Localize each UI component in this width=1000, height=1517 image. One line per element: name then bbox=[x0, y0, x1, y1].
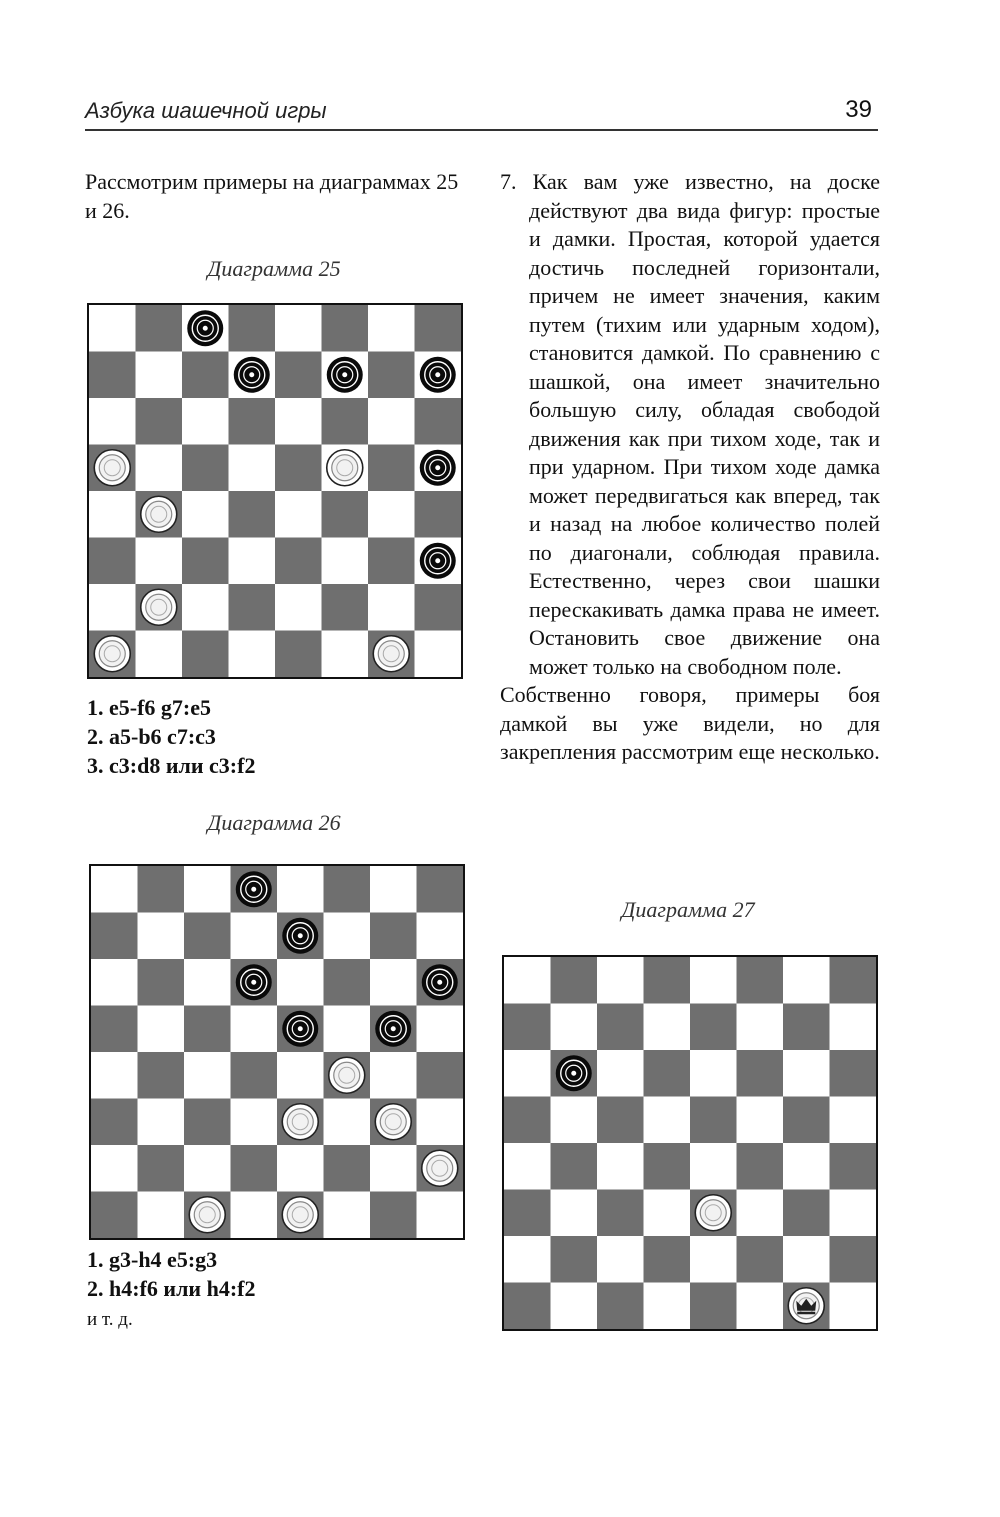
dark-square bbox=[275, 538, 322, 585]
dark-square bbox=[597, 1190, 644, 1237]
light-square bbox=[597, 1050, 644, 1097]
dark-square bbox=[231, 1052, 278, 1099]
black-checker-icon bbox=[422, 964, 458, 1000]
light-square bbox=[231, 1192, 278, 1239]
black-checker-icon bbox=[420, 450, 456, 486]
light-square bbox=[504, 957, 551, 1004]
dark-square bbox=[644, 1050, 691, 1097]
dark-square bbox=[138, 1052, 185, 1099]
white-checker-icon bbox=[282, 1104, 318, 1140]
dark-square bbox=[182, 631, 229, 678]
light-square bbox=[182, 584, 229, 631]
black-checker-icon bbox=[420, 543, 456, 579]
diagram-26-board bbox=[89, 864, 465, 1240]
right-column bbox=[500, 168, 880, 767]
light-square bbox=[830, 1283, 877, 1330]
move-line: 3. c3:d8 или c3:f2 bbox=[87, 753, 256, 778]
dark-square bbox=[324, 1145, 371, 1192]
light-square bbox=[597, 1143, 644, 1190]
white-checker-icon bbox=[94, 450, 130, 486]
light-square bbox=[597, 1236, 644, 1283]
running-header bbox=[85, 98, 878, 132]
dark-square bbox=[417, 866, 464, 913]
paragraph-after: Собственно говоря, примеры боя дамкой вы уже видели, но для закрепления рассмотрим еще несколько. bbox=[500, 682, 880, 764]
light-square bbox=[136, 352, 183, 399]
light-square bbox=[644, 1004, 691, 1051]
intro-text: Рассмотрим примеры на диаграммах 25 и 26. bbox=[85, 169, 459, 223]
dark-square bbox=[597, 1283, 644, 1330]
light-square bbox=[184, 1052, 231, 1099]
move-line: 2. h4:f6 или h4:f2 bbox=[87, 1276, 256, 1301]
light-square bbox=[551, 1004, 598, 1051]
dark-square bbox=[182, 352, 229, 399]
white-checker-icon bbox=[373, 636, 409, 672]
dark-square bbox=[783, 1190, 830, 1237]
dark-square bbox=[91, 1099, 138, 1146]
dark-square bbox=[89, 538, 136, 585]
dark-square bbox=[737, 1143, 784, 1190]
white-checker-icon bbox=[141, 496, 177, 532]
light-square bbox=[182, 491, 229, 538]
dark-square bbox=[597, 1004, 644, 1051]
light-square bbox=[322, 631, 369, 678]
dark-square bbox=[229, 491, 276, 538]
black-checker-icon bbox=[556, 1055, 592, 1091]
light-square bbox=[783, 1143, 830, 1190]
dark-square bbox=[322, 584, 369, 631]
move-line: 1. g3-h4 e5:g3 bbox=[87, 1247, 218, 1272]
dark-square bbox=[275, 631, 322, 678]
dark-square bbox=[783, 1097, 830, 1144]
light-square bbox=[370, 959, 417, 1006]
dark-square bbox=[690, 1283, 737, 1330]
white-checker-icon bbox=[189, 1197, 225, 1233]
move-line: 1. e5-f6 g7:e5 bbox=[87, 695, 212, 720]
header-rule bbox=[85, 129, 878, 131]
dark-square bbox=[368, 538, 415, 585]
light-square bbox=[182, 398, 229, 445]
light-square bbox=[830, 1190, 877, 1237]
light-square bbox=[644, 1190, 691, 1237]
light-square bbox=[644, 1283, 691, 1330]
light-square bbox=[184, 959, 231, 1006]
dark-square bbox=[184, 913, 231, 960]
crown-king-icon bbox=[788, 1288, 824, 1324]
light-square bbox=[277, 959, 324, 1006]
light-square bbox=[737, 1097, 784, 1144]
light-square bbox=[690, 1143, 737, 1190]
dark-square bbox=[370, 1192, 417, 1239]
white-checker-icon bbox=[695, 1195, 731, 1231]
white-checker-icon bbox=[282, 1197, 318, 1233]
dark-square bbox=[830, 957, 877, 1004]
etc-text: и т. д. bbox=[87, 1309, 133, 1330]
dark-square bbox=[504, 1283, 551, 1330]
light-square bbox=[138, 913, 185, 960]
light-square bbox=[275, 398, 322, 445]
light-square bbox=[89, 491, 136, 538]
light-square bbox=[275, 584, 322, 631]
dark-square bbox=[415, 584, 462, 631]
light-square bbox=[324, 1192, 371, 1239]
dark-square bbox=[551, 957, 598, 1004]
dark-square bbox=[184, 1006, 231, 1053]
white-checker-icon bbox=[141, 589, 177, 625]
dark-square bbox=[830, 1050, 877, 1097]
light-square bbox=[324, 913, 371, 960]
black-checker-icon bbox=[234, 357, 270, 393]
light-square bbox=[783, 1236, 830, 1283]
dark-square bbox=[138, 1145, 185, 1192]
dark-square bbox=[551, 1143, 598, 1190]
dark-square bbox=[644, 1236, 691, 1283]
dark-square bbox=[597, 1097, 644, 1144]
light-square bbox=[417, 913, 464, 960]
light-square bbox=[277, 1145, 324, 1192]
light-square bbox=[644, 1097, 691, 1144]
dark-square bbox=[91, 1006, 138, 1053]
light-square bbox=[91, 1052, 138, 1099]
diagram-25-caption: Диаграмма 25 bbox=[207, 256, 341, 281]
white-checker-icon bbox=[327, 450, 363, 486]
dark-square bbox=[415, 398, 462, 445]
dark-square bbox=[504, 1004, 551, 1051]
light-square bbox=[551, 1097, 598, 1144]
light-square bbox=[322, 538, 369, 585]
dark-square bbox=[182, 538, 229, 585]
dark-square bbox=[182, 445, 229, 492]
dark-square bbox=[504, 1097, 551, 1144]
diagram-25-moves bbox=[87, 693, 255, 780]
light-square bbox=[229, 631, 276, 678]
dark-square bbox=[322, 398, 369, 445]
light-square bbox=[370, 1145, 417, 1192]
dark-square bbox=[324, 959, 371, 1006]
dark-square bbox=[644, 957, 691, 1004]
light-square bbox=[138, 1099, 185, 1146]
light-square bbox=[136, 538, 183, 585]
light-square bbox=[229, 538, 276, 585]
light-square bbox=[370, 866, 417, 913]
light-square bbox=[231, 913, 278, 960]
light-square bbox=[504, 1143, 551, 1190]
light-square bbox=[138, 1192, 185, 1239]
dark-square bbox=[368, 445, 415, 492]
dark-square bbox=[229, 305, 276, 352]
light-square bbox=[368, 491, 415, 538]
dark-square bbox=[830, 1143, 877, 1190]
black-checker-icon bbox=[375, 1011, 411, 1047]
light-square bbox=[89, 584, 136, 631]
dark-square bbox=[91, 1192, 138, 1239]
light-square bbox=[417, 1192, 464, 1239]
light-square bbox=[830, 1004, 877, 1051]
diagram-26-moves bbox=[87, 1245, 255, 1303]
light-square bbox=[415, 631, 462, 678]
diagram-27-board bbox=[502, 955, 878, 1331]
light-square bbox=[368, 305, 415, 352]
light-square bbox=[91, 959, 138, 1006]
dark-square bbox=[324, 866, 371, 913]
light-square bbox=[136, 445, 183, 492]
dark-square bbox=[737, 957, 784, 1004]
light-square bbox=[504, 1236, 551, 1283]
dark-square bbox=[184, 1099, 231, 1146]
light-square bbox=[231, 1099, 278, 1146]
black-checker-icon bbox=[187, 310, 223, 346]
light-square bbox=[690, 957, 737, 1004]
light-square bbox=[136, 631, 183, 678]
dark-square bbox=[417, 1052, 464, 1099]
white-checker-icon bbox=[422, 1150, 458, 1186]
dark-square bbox=[229, 398, 276, 445]
light-square bbox=[277, 1052, 324, 1099]
light-square bbox=[783, 957, 830, 1004]
board-27-svg bbox=[504, 957, 876, 1329]
light-square bbox=[275, 491, 322, 538]
light-square bbox=[690, 1050, 737, 1097]
diagram-27-caption: Диаграмма 27 bbox=[621, 897, 755, 922]
board-25-svg bbox=[89, 305, 461, 677]
dark-square bbox=[229, 584, 276, 631]
dark-square bbox=[231, 1145, 278, 1192]
light-square bbox=[830, 1097, 877, 1144]
black-checker-icon bbox=[236, 871, 272, 907]
light-square bbox=[417, 1006, 464, 1053]
light-square bbox=[229, 445, 276, 492]
light-square bbox=[184, 1145, 231, 1192]
black-checker-icon bbox=[327, 357, 363, 393]
white-checker-icon bbox=[329, 1057, 365, 1093]
light-square bbox=[277, 866, 324, 913]
light-square bbox=[737, 1190, 784, 1237]
dark-square bbox=[737, 1236, 784, 1283]
light-square bbox=[597, 957, 644, 1004]
dark-square bbox=[89, 352, 136, 399]
light-square bbox=[368, 398, 415, 445]
dark-square bbox=[322, 305, 369, 352]
light-square bbox=[690, 1236, 737, 1283]
black-checker-icon bbox=[236, 964, 272, 1000]
diagram-26-caption: Диаграмма 26 bbox=[207, 810, 341, 835]
dark-square bbox=[136, 305, 183, 352]
black-checker-icon bbox=[420, 357, 456, 393]
light-square bbox=[551, 1190, 598, 1237]
light-square bbox=[783, 1050, 830, 1097]
paragraph-7: 7. Как вам уже известно, на доске действуют два вида фигур: простые и дамки. Простая, которой удается достичь последней горизонтали, причем не имеет значения, каким путем (тихим или ударным ходом), становится дамкой. По сравнению с шашкой, она имеет значительно большую силу, обладая свободой движения как при тихом ходе, так и при ударном. При тихом ходе дамка может передвигаться как вперед, так и назад на любое количество полей по диагонали, соблюдая правила. Естественно, через свои шашки перескакивать дамка права не имеет. Остановить свое движение она может только на свободном поле. bbox=[500, 169, 880, 679]
white-checker-icon bbox=[94, 636, 130, 672]
board-26-svg bbox=[91, 866, 463, 1238]
dark-square bbox=[415, 491, 462, 538]
book-title: Азбука шашечной игры bbox=[85, 98, 327, 123]
light-square bbox=[184, 866, 231, 913]
light-square bbox=[324, 1099, 371, 1146]
light-square bbox=[368, 584, 415, 631]
white-checker-icon bbox=[375, 1104, 411, 1140]
dark-square bbox=[275, 352, 322, 399]
light-square bbox=[737, 1004, 784, 1051]
light-square bbox=[231, 1006, 278, 1053]
light-square bbox=[89, 398, 136, 445]
diagram-25-board bbox=[87, 303, 463, 679]
dark-square bbox=[690, 1097, 737, 1144]
light-square bbox=[138, 1006, 185, 1053]
dark-square bbox=[737, 1050, 784, 1097]
dark-square bbox=[368, 352, 415, 399]
light-square bbox=[370, 1052, 417, 1099]
dark-square bbox=[275, 445, 322, 492]
dark-square bbox=[830, 1236, 877, 1283]
light-square bbox=[551, 1283, 598, 1330]
dark-square bbox=[138, 959, 185, 1006]
page-number: 39 bbox=[845, 96, 872, 123]
move-line: 2. a5-b6 c7:c3 bbox=[87, 724, 216, 749]
dark-square bbox=[504, 1190, 551, 1237]
light-square bbox=[504, 1050, 551, 1097]
light-square bbox=[89, 305, 136, 352]
light-square bbox=[324, 1006, 371, 1053]
dark-square bbox=[322, 491, 369, 538]
dark-square bbox=[415, 305, 462, 352]
black-checker-icon bbox=[282, 1011, 318, 1047]
dark-square bbox=[91, 913, 138, 960]
light-square bbox=[91, 1145, 138, 1192]
black-checker-icon bbox=[282, 918, 318, 954]
dark-square bbox=[370, 913, 417, 960]
dark-square bbox=[138, 866, 185, 913]
dark-square bbox=[690, 1004, 737, 1051]
light-square bbox=[91, 866, 138, 913]
dark-square bbox=[136, 398, 183, 445]
light-square bbox=[275, 305, 322, 352]
dark-square bbox=[644, 1143, 691, 1190]
dark-square bbox=[551, 1236, 598, 1283]
light-square bbox=[737, 1283, 784, 1330]
light-square bbox=[417, 1099, 464, 1146]
left-column bbox=[85, 168, 470, 225]
dark-square bbox=[783, 1004, 830, 1051]
